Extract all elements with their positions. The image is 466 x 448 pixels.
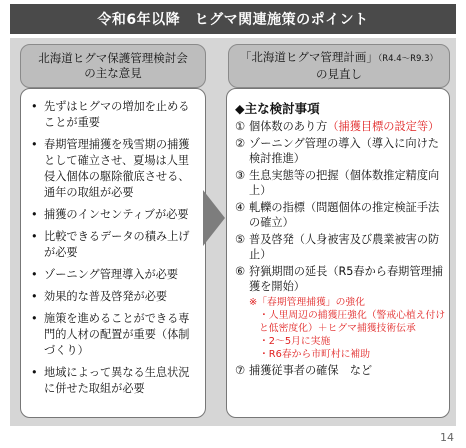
- list-item: [235, 136, 447, 167]
- left-header-line1: 北海道ヒグマ保護管理検討会: [38, 51, 188, 65]
- item-text: 生息実態等の把握（個体数推定精度向上）: [249, 168, 440, 197]
- right-arrow-icon: [203, 190, 225, 246]
- right-header-period: （R4.4～R9.3）: [377, 54, 439, 64]
- item-text: 個体数のあり方: [249, 120, 328, 133]
- list-item: [235, 264, 447, 295]
- list-item: • 施策を進めることができる専門的人材の配置が重要（体制づくり）: [31, 311, 199, 359]
- item-number: ⑥: [235, 264, 246, 278]
- review-heading: ◆主な検討事項: [235, 101, 320, 116]
- item-highlight: （捕獲目標の設定等）: [327, 120, 440, 133]
- list-item: [235, 119, 447, 135]
- item-number: ①: [235, 120, 246, 133]
- list-item: • 先ずはヒグマの増加を止めることが重要: [31, 99, 199, 131]
- list-item: • 捕獲のインセンティブが必要: [31, 207, 199, 223]
- item-number: ④: [235, 200, 246, 214]
- item-text: 普及啓発（人身被害及び農業被害の防止）: [249, 232, 440, 261]
- left-header-line2: の主な意見: [84, 66, 142, 80]
- item-text: 軋轢の指標（問題個体の推定検証手法の確立）: [249, 200, 440, 229]
- right-header-plan-name: 「北海道ヒグマ管理計画」: [239, 50, 378, 64]
- right-header-line1: [229, 50, 449, 67]
- item-number: ⑤: [235, 232, 246, 246]
- list-item: • 効果的な普及啓発が必要: [31, 289, 199, 305]
- page-title: 令和6年以降 ヒグマ関連施策のポイント: [10, 4, 456, 34]
- list-item: [235, 200, 447, 231]
- list-item: • ゾーニング管理導入が必要: [31, 267, 199, 283]
- opinion-list: [31, 99, 199, 403]
- note-line: ・R6春から市町村に補助: [259, 348, 371, 360]
- item-number: ③: [235, 168, 246, 182]
- left-header: [20, 44, 206, 88]
- item-text: 捕獲従事者の確保 など: [249, 363, 373, 377]
- note-line: ・人里周辺の捕獲圧強化（警戒心植え付けと低密度化）＋ヒグマ捕獲技術伝承: [259, 309, 446, 334]
- list-item: [235, 168, 447, 199]
- right-header-line2: の見直し: [316, 67, 362, 81]
- page-number: 14: [440, 431, 454, 444]
- item-text: ゾーニング管理の導入（導入に向けた検討推進）: [249, 136, 439, 165]
- note-line: ・2～5月に実施: [259, 335, 331, 347]
- list-item: • 春期管理捕獲を残雪期の捕獲として確立させ、夏場は人里侵入個体の駆除徹底させる、通年の取組が必要: [31, 137, 199, 201]
- left-opinions-box: [20, 88, 206, 418]
- right-header: [228, 44, 450, 88]
- right-review-box: [226, 88, 450, 418]
- list-item: • 地域によって異なる生息状況に併せた取組が必要: [31, 365, 199, 397]
- item-number: ②: [235, 136, 246, 150]
- list-item: [235, 363, 447, 379]
- item-number: ⑦: [235, 363, 246, 377]
- list-item: [235, 232, 447, 263]
- item-text: 狩猟期間の延長（R5春から春期管理捕獲を開始）: [249, 264, 443, 293]
- spring-capture-note: ※「春期管理捕獲」の強化: [249, 296, 365, 308]
- list-item: • 比較できるデータの積み上げが必要: [31, 229, 199, 261]
